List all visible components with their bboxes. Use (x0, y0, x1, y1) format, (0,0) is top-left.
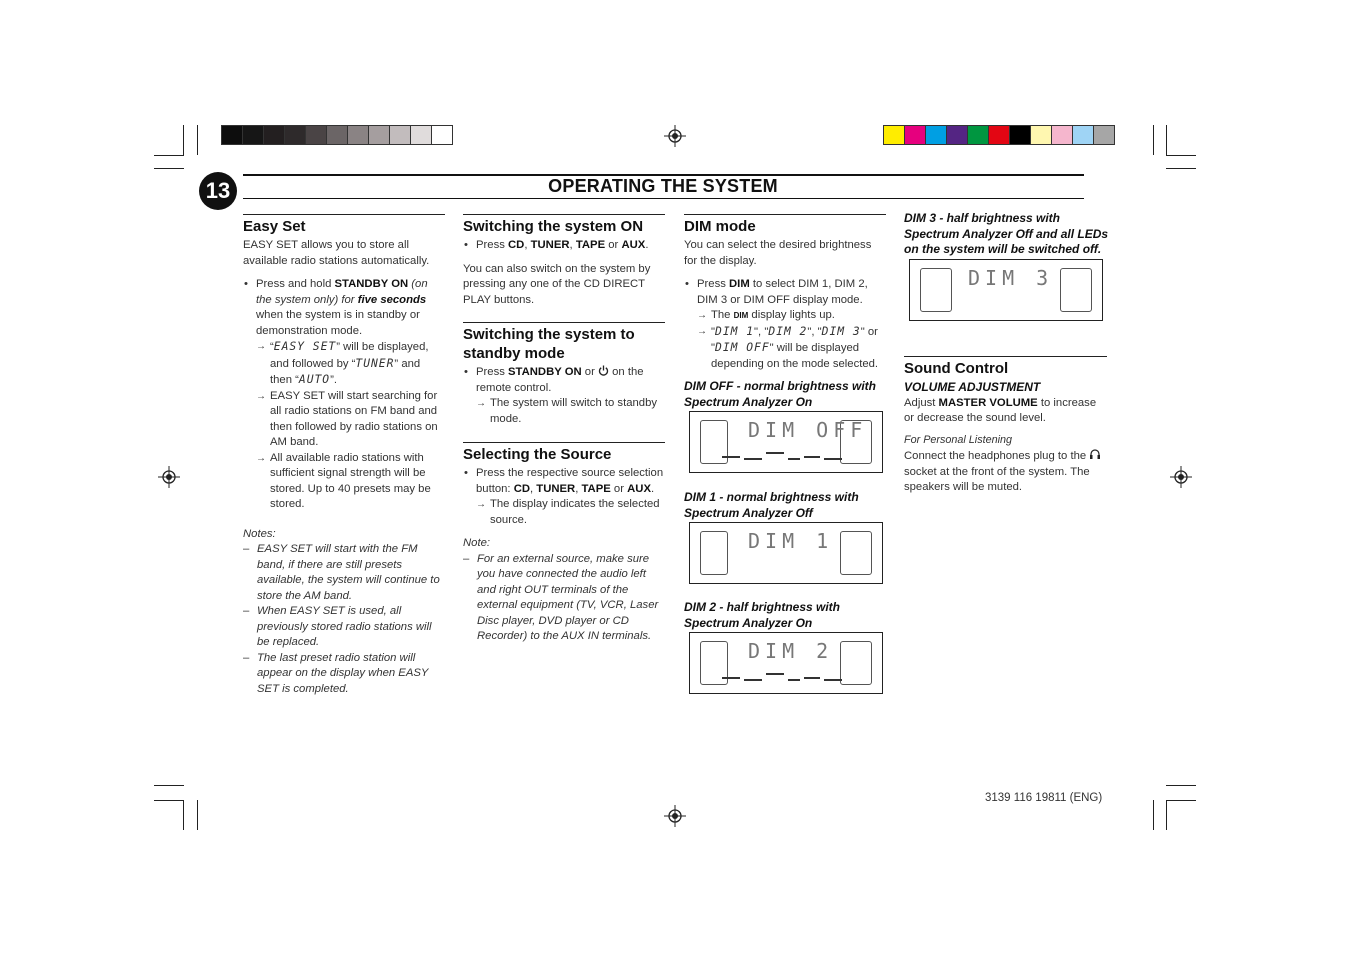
standby-heading: Switching the system to standby mode (463, 322, 665, 363)
color-swatch (411, 125, 432, 145)
easy-set-section (243, 214, 445, 697)
headphones-icon (1089, 448, 1101, 460)
color-swatch (222, 125, 243, 145)
color-swatch (947, 125, 968, 145)
result-item: → The system will switch to standby mode. (476, 396, 665, 427)
standby-on-label: STANDBY ON (334, 278, 409, 290)
display-dim-1 (689, 522, 883, 584)
color-swatch (369, 125, 390, 145)
dim-1-caption: DIM 1 - normal brightness with Spectrum Analyzer Off (684, 490, 859, 520)
list-item: • Press and hold STANDBY ON (on the system only) for five seconds when the system is in standby or demonstration mode. → “EASY SET” will be displayed, and followed by “TUNER” and then “AUTO”. → EASY SET will start searching for all radio stations on FM band and then followed by radio stations on AM band. → All available radio stations with sufficient signal strength will be stored. Up to 40 presets may be stored. (243, 277, 445, 513)
color-swatch (968, 125, 989, 145)
color-swatch (905, 125, 926, 145)
personal-listening-paragraph: Connect the headphones plug to the socket at the front of the system. The speakers will be muted. (904, 448, 1107, 496)
color-swatch (306, 125, 327, 145)
easy-set-heading: Easy Set (243, 214, 445, 236)
title-rule-bottom (243, 198, 1084, 199)
color-swatch (884, 125, 905, 145)
color-swatch (1052, 125, 1073, 145)
standby-section (463, 322, 665, 427)
color-swatch (285, 125, 306, 145)
dim-3-caption: DIM 3 - half brightness with Spectrum Analyzer Off and all LEDs on the system will be switched off. (904, 211, 1109, 256)
list-item: • Press STANDBY ON or on the remote control. → The system will switch to standby mode. (463, 365, 665, 427)
result-item: → "DIM 1", "DIM 2", "DIM 3" or "DIM OFF" will be displayed depending on the mode selected. (697, 324, 886, 373)
display-text: DIM OFF (748, 418, 868, 442)
display-dim-2 (689, 632, 883, 694)
note-label: Note: (463, 537, 491, 549)
color-swatch (432, 125, 453, 145)
footer-code: 3139 116 19811 (ENG) (985, 792, 1103, 804)
color-swatch (1094, 125, 1115, 145)
switch-on-section (463, 214, 665, 308)
volume-subheading: VOLUME ADJUSTMENT (904, 380, 1041, 394)
dim-off-caption: DIM OFF - normal brightness with Spectrum Analyzer On (684, 379, 876, 409)
power-icon (598, 365, 609, 376)
dim-intro: You can select the desired brightness for the display. (684, 239, 872, 267)
color-swatch (1010, 125, 1031, 145)
switch-on-heading: Switching the system ON (463, 214, 665, 236)
note-item: – When EASY SET is used, all previously stored radio stations will be replaced. (243, 604, 445, 651)
sound-section (904, 356, 1107, 496)
gray-color-strip (221, 125, 453, 145)
color-swatch (390, 125, 411, 145)
result-item: → All available radio stations with sufficient signal strength will be stored. Up to 40 presets may be stored. (256, 451, 445, 513)
source-section (463, 442, 665, 645)
notes-label: Notes: (243, 527, 276, 540)
result-item: → The display indicates the selected source. (476, 497, 665, 528)
personal-listening-subheading: For Personal Listening (904, 433, 1013, 446)
display-text: DIM 1 (748, 529, 834, 553)
volume-paragraph: Adjust MASTER VOLUME to increase or decrease the sound level. (904, 396, 1097, 424)
list-item: • Press DIM to select DIM 1, DIM 2, DIM 3 or DIM OFF display mode. → The DIM display lights up. → "DIM 1", "DIM 2", "DIM 3" or "DIM OFF" will be displayed depending on the mode selected. (684, 277, 886, 372)
display-dim-off (689, 411, 883, 473)
page-number: 13 (199, 172, 237, 210)
note-item: – EASY SET will start with the FM band, if there are still presets available, the system will continue to store the AM band. (243, 542, 445, 604)
list-item: • Press CD, TUNER, TAPE or AUX. (463, 238, 665, 254)
registration-mark-icon (664, 805, 686, 827)
easy-set-intro: EASY SET allows you to store all available radio stations automatically. (243, 239, 430, 267)
result-item: → “EASY SET” will be displayed, and followed by “TUNER” and then “AUTO”. (256, 339, 445, 389)
dim-section (684, 214, 886, 372)
sound-heading: Sound Control (904, 356, 1107, 378)
result-item: → The DIM display lights up. (697, 308, 886, 324)
display-text: DIM 2 (748, 639, 834, 663)
process-color-strip (883, 125, 1115, 145)
note-item: – For an external source, make sure you have connected the audio left and right OUT terminals of the external equipment (TV, VCR, Laser Disc player, DVD player or CD Recorder) to the AUX IN terminals. (463, 552, 665, 645)
color-swatch (243, 125, 264, 145)
color-swatch (1031, 125, 1052, 145)
registration-mark-icon (664, 125, 686, 147)
dim-heading: DIM mode (684, 214, 886, 236)
registration-mark-icon (1170, 466, 1192, 488)
color-swatch (264, 125, 285, 145)
list-item: • Press the respective source selection button: CD, TUNER, TAPE or AUX. → The display indicates the selected source. (463, 466, 665, 528)
display-text: DIM 3 (968, 266, 1054, 290)
color-swatch (327, 125, 348, 145)
result-item: → EASY SET will start searching for all radio stations on FM band and then followed by radio stations on AM band. (256, 389, 445, 451)
color-swatch (1073, 125, 1094, 145)
page-title: OPERATING THE SYSTEM (548, 176, 778, 196)
note-item: – The last preset radio station will appear on the display when EASY SET is completed. (243, 651, 445, 698)
display-dim-3 (909, 259, 1103, 321)
source-heading: Selecting the Source (463, 442, 665, 464)
switch-on-paragraph: You can also switch on the system by pressing any one of the CD DIRECT PLAY buttons. (463, 262, 651, 306)
color-swatch (989, 125, 1010, 145)
registration-mark-icon (158, 466, 180, 488)
color-swatch (926, 125, 947, 145)
dim-2-caption: DIM 2 - half brightness with Spectrum Analyzer On (684, 600, 841, 630)
color-swatch (348, 125, 369, 145)
